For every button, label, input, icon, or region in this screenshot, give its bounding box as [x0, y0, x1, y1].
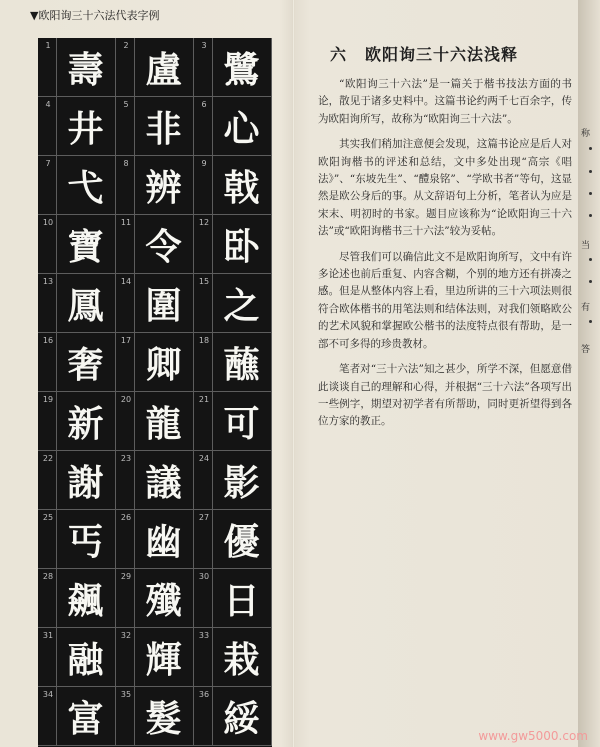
- grid-cell: [194, 274, 272, 333]
- cell-number: 6: [201, 100, 207, 109]
- calligraphy-character: 弋: [67, 166, 104, 209]
- cell-number: 11: [120, 218, 132, 227]
- calligraphy-character: 戟: [223, 166, 260, 209]
- grid-caption: ▼欧阳询三十六法代表字例: [30, 9, 160, 22]
- calligraphy-character: 議: [145, 461, 182, 504]
- grid-cell: [194, 687, 272, 746]
- calligraphy-character: 丐: [67, 520, 104, 563]
- calligraphy-character: 綏: [223, 697, 260, 740]
- paragraph: 其实我们稍加注意便会发现，这篇书论应是后人对欧阳询楷书的评述和总结，文中多处出现“高宗《唱法》”、“东坡先生”、“醴泉铭”、“学欧书者”等句，这显然是欧公身后的事。从文辞语句上分析，笔者认为应是宋末、明初时的书家。题目应该称为“论欧阳询三十六法”或“欧阳询楷书三十六法”较为妥帖。: [318, 138, 572, 238]
- calligraphy-character: 優: [223, 520, 260, 563]
- grid-cell: [194, 97, 272, 156]
- grid-cell: [116, 97, 194, 156]
- cell-number: 10: [42, 218, 54, 227]
- cell-number: 24: [198, 454, 210, 463]
- grid-cell: [38, 38, 116, 97]
- calligraphy-character: 寶: [67, 225, 104, 268]
- bullet-icon: [589, 192, 592, 195]
- calligraphy-character: 輝: [145, 638, 182, 681]
- grid-cell: [38, 215, 116, 274]
- calligraphy-character: 心: [223, 107, 260, 150]
- cell-number: 1: [45, 41, 51, 50]
- article-body: [318, 76, 572, 439]
- cell-number: 18: [198, 336, 210, 345]
- calligraphy-character: 鷺: [223, 48, 260, 91]
- grid-cell: [38, 156, 116, 215]
- cell-number: 26: [120, 513, 132, 522]
- grid-cell: [194, 628, 272, 687]
- calligraphy-character: 卧: [223, 225, 260, 268]
- grid-cell: [116, 687, 194, 746]
- calligraphy-character-grid: [38, 38, 272, 747]
- calligraphy-character: 幽: [145, 520, 182, 563]
- cell-number: 13: [42, 277, 54, 286]
- cell-number: 20: [120, 395, 132, 404]
- grid-cell: [116, 451, 194, 510]
- cell-number: 9: [201, 159, 207, 168]
- grid-cell: [38, 628, 116, 687]
- calligraphy-character: 盧: [145, 48, 182, 91]
- grid-cell: [38, 569, 116, 628]
- grid-cell: [116, 628, 194, 687]
- grid-cell: [116, 333, 194, 392]
- calligraphy-character: 鳳: [67, 284, 104, 327]
- cell-number: 23: [120, 454, 132, 463]
- calligraphy-character: 卿: [145, 343, 182, 386]
- calligraphy-character: 蘸: [223, 343, 260, 386]
- bullet-icon: [589, 170, 592, 173]
- cell-number: 30: [198, 572, 210, 581]
- calligraphy-character: 井: [67, 107, 104, 150]
- bullet-icon: [589, 320, 592, 323]
- calligraphy-character: 殲: [145, 579, 182, 622]
- calligraphy-character: 飆: [67, 579, 104, 622]
- calligraphy-character: 融: [67, 638, 104, 681]
- calligraphy-character: 龍: [145, 402, 182, 445]
- grid-cell: [38, 392, 116, 451]
- bullet-icon: [589, 258, 592, 261]
- edge-mark: 当: [581, 241, 591, 251]
- grid-cell: [194, 569, 272, 628]
- cell-number: 7: [45, 159, 51, 168]
- calligraphy-character: 奢: [67, 343, 104, 386]
- cell-number: 34: [42, 690, 54, 699]
- calligraphy-character: 辨: [145, 166, 182, 209]
- edge-mark: 有: [581, 303, 591, 313]
- cell-number: 31: [42, 631, 54, 640]
- calligraphy-character: 可: [223, 402, 260, 445]
- page-gutter: [292, 0, 295, 747]
- calligraphy-character: 令: [145, 225, 182, 268]
- calligraphy-character: 壽: [67, 48, 104, 91]
- section-number: 六: [330, 45, 348, 64]
- grid-cell: [116, 38, 194, 97]
- calligraphy-character: 日: [223, 579, 260, 622]
- grid-cell: [38, 451, 116, 510]
- article-title: [330, 42, 518, 65]
- grid-cell: [116, 215, 194, 274]
- cell-number: 32: [120, 631, 132, 640]
- cell-number: 15: [198, 277, 210, 286]
- grid-cell: [116, 510, 194, 569]
- cell-number: 16: [42, 336, 54, 345]
- calligraphy-character: 新: [67, 402, 104, 445]
- bullet-icon: [589, 214, 592, 217]
- watermark-text: www.gw5000.com: [478, 729, 588, 743]
- cell-number: 35: [120, 690, 132, 699]
- cell-number: 21: [198, 395, 210, 404]
- edge-mark: 答: [581, 345, 591, 355]
- cell-number: 27: [198, 513, 210, 522]
- grid-cell: [194, 38, 272, 97]
- calligraphy-character: 髮: [145, 697, 182, 740]
- cell-number: 8: [123, 159, 129, 168]
- calligraphy-character: 非: [145, 107, 182, 150]
- grid-cell: [38, 97, 116, 156]
- cell-number: 36: [198, 690, 210, 699]
- grid-cell: [38, 333, 116, 392]
- calligraphy-character: 圍: [145, 284, 182, 327]
- calligraphy-character: 影: [223, 461, 260, 504]
- grid-cell: [116, 569, 194, 628]
- calligraphy-character: 謝: [67, 461, 104, 504]
- cell-number: 19: [42, 395, 54, 404]
- cell-number: 5: [123, 100, 129, 109]
- grid-cell: [194, 156, 272, 215]
- grid-cell: [116, 274, 194, 333]
- cell-number: 3: [201, 41, 207, 50]
- cell-number: 28: [42, 572, 54, 581]
- grid-cell: [194, 333, 272, 392]
- paragraph: 尽管我们可以确信此文不是欧阳询所写，文中有许多论述也前后重复、内容含糊，个别的地方还有拼凑之感。但是从整体内容上看，里边所讲的三十六项法则很符合欧体楷书的用笔法则和结体法则，对我们领略欧公的艺术风貌和掌握欧公楷书的法度特点很有帮助，是一部不可多得的珍贵教材。: [318, 250, 572, 350]
- cell-number: 29: [120, 572, 132, 581]
- cell-number: 12: [198, 218, 210, 227]
- cell-number: 4: [45, 100, 51, 109]
- grid-cell: [38, 510, 116, 569]
- calligraphy-character: 栽: [223, 638, 260, 681]
- bullet-icon: [589, 280, 592, 283]
- next-page-edge: [578, 0, 600, 747]
- paragraph: 笔者对“三十六法”知之甚少，所学不深，但愿意借此谈谈自己的理解和心得，并根据“三十六法”各项写出一些例字，期望对初学者有所帮助，同时更祈望得到各位方家的教正。: [318, 363, 572, 428]
- grid-cell: [194, 510, 272, 569]
- grid-cell: [194, 215, 272, 274]
- cell-number: 14: [120, 277, 132, 286]
- paragraph: “欧阳询三十六法”是一篇关于楷书技法方面的书论，散见于诸多史料中。这篇书论约两千七百余字，传为欧阳询所写，故称为“欧阳询三十六法”。: [318, 78, 572, 125]
- grid-cell: [38, 274, 116, 333]
- grid-cell: [116, 392, 194, 451]
- grid-cell: [116, 156, 194, 215]
- cell-number: 22: [42, 454, 54, 463]
- grid-cell: [194, 451, 272, 510]
- calligraphy-character: 富: [67, 697, 104, 740]
- edge-mark: 称: [581, 129, 591, 139]
- cell-number: 33: [198, 631, 210, 640]
- title-text: 欧阳询三十六法浅释: [365, 45, 519, 64]
- grid-cell: [194, 392, 272, 451]
- cell-number: 17: [120, 336, 132, 345]
- grid-cell: [38, 687, 116, 746]
- calligraphy-character: 之: [223, 284, 260, 327]
- bullet-icon: [589, 147, 592, 150]
- cell-number: 2: [123, 41, 129, 50]
- cell-number: 25: [42, 513, 54, 522]
